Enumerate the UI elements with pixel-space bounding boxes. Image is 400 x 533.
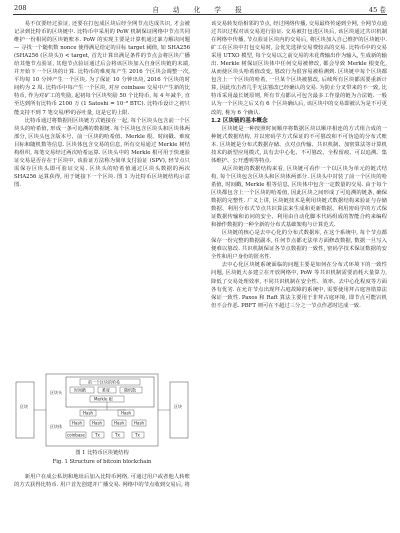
hash-label-r1: Hash bbox=[121, 410, 132, 416]
header-rule bbox=[13, 14, 387, 15]
hash-label-b: Hash bbox=[92, 420, 103, 426]
page-number: 208 bbox=[14, 4, 27, 12]
block-header-label: 区块头 bbox=[50, 390, 62, 395]
left-paragraph-1: 易不仅要经过验证, 还要在打包成区块后经全网节点达成共识, 才会被记录到比特币的区块链中. 比特币中采用的 PoW 机制保证网络中节点共同维护一份相同的区块链账本. PoW 的实现主要是计算机通过暴力解决问题 — 寻找一个随机数 nonce 使得满足给定的目标 target 阈值, 如 SHA256 (SHA256 (区块头)) < target, 首先计算出满足条件的节点会将区块广播给其他节点验证, 其他节点验证通过后会将该区块加入自身区块链的末端, 并开始下一个区块的计算. 比特币的难度每产生 2016 个区块会调整一次, 平均每 10 分钟产生一个区块, 为了保证 10 分钟出块, 2016 个区块的时间约为 2 周. 比特币中每产生一个区块, 对应 coinbase 交易中产生新的比特币, 作为对矿工的奖励, 起初每个区块奖励 50 个比特币, 每 4 年减半, 直至达到所有比特币 2100 万 (1 Satoshi = 10⁻⁸ BTC). 比特币设计之初只能支持不到 7 笔交易/秒的吞吐量, 这是它的上限. bbox=[14, 21, 190, 116]
volume-number: 45 卷 bbox=[368, 6, 386, 14]
coinbase-label: coinbase bbox=[67, 432, 85, 438]
tx-label-1: Tx bbox=[95, 432, 100, 438]
tx-label-2: Tx bbox=[115, 432, 120, 438]
figure-caption-cn: 图 1 比特币区块链结构 bbox=[75, 450, 129, 456]
nonce-label: 随机数 bbox=[124, 387, 136, 393]
figure-1 bbox=[14, 372, 190, 465]
prev-block-box bbox=[16, 382, 34, 438]
blockchain-diagram bbox=[14, 372, 190, 448]
merkle-root-label: Merkle 根 bbox=[94, 396, 113, 402]
timestamp-label: 时间戳 bbox=[74, 387, 86, 393]
hash-label-d: Hash bbox=[134, 420, 145, 426]
hash-label-c: Hash bbox=[114, 420, 125, 426]
difficulty-label: 难度 bbox=[102, 387, 110, 393]
prev-block-label: 区块 bbox=[20, 404, 28, 409]
hash-label-l1: Hash bbox=[83, 410, 94, 416]
right-column bbox=[211, 20, 387, 310]
right-paragraph-3: 从区块链的数据结构来看, 区块链可看作一个以区块为单元的链式结构, 每个区块包含区块头和区块体两部分. 区块头中封装了前一个区块的哈希值, 时间戳, Merkle 根等信息, 区块体中包含一定数量的交易. 由于每个区块都包含上一个区块的哈希值, 因此区块之间形成了可追溯的链条, 确保数据的完整性. 广义上讲, 区块链技术是利用块链式数据结构来验证与存储数据、利用分布式节点共识算法来生成和更新数据、利用密码学的方式保证数据传输和访问的安全、利用由自动化脚本代码组成的智能合约来编程和操作数据的一种全新的分布式基础架构与计算范式. bbox=[211, 165, 387, 229]
figure-caption-en: Fig. 1 Structure of bitcoin blockchain bbox=[52, 459, 152, 465]
next-block-label: 区块 bbox=[174, 404, 182, 409]
left-column bbox=[14, 20, 190, 189]
next-block-box bbox=[170, 382, 188, 438]
left-column-lower bbox=[14, 473, 190, 489]
journal-title: 自 动 化 学 报 bbox=[152, 6, 248, 14]
left-lower-paragraph: 新用户在成公私钥和地址后加入比特币网络, 可通过用户或者他人转账的方式获得比特币. 用户首先创建并广播交易. 网络中的节点收到交易后, 将 bbox=[14, 474, 190, 489]
left-paragraph-2: 比特币通过将数据用区块链方式链接在一起, 每个区块头包含前一个区块头的哈希值, 形成一条可追溯的数据链. 每个区块包含区块头和区块体两部分, 区块头包含版本号、前一区块的哈希值、Merkle 根、时间戳、难度目标和随机数等信息. 区块体包含交易的信息, 所有交易通过 Merkle 树结构组织, 每笔交易经过两次哈希运算. 区块头中的 Merkle 根可用于快速验证交易是否存在于区块中, 该验证方法称为简单支付验证 (SPV), 轻节点只需保存区块头即可验证交易. 区块头的哈希值通过区块头数据的两次 SHA256 运算获得, 用于链接下一个区块. 图 1 为比特币区块链结构示意图. bbox=[14, 117, 190, 188]
prev-hash-label: 前一个区块的哈希 bbox=[88, 379, 120, 385]
page-header bbox=[0, 0, 400, 20]
tx-label-3: Tx bbox=[135, 432, 140, 438]
right-paragraph-1: 该交易转发给相邻的节点, 经过网络传播, 交易最终传递到全网, 全网节点通过共识过程对该交易进行验证. 交易被打包进区块后, 该区块通过共识机制在网络中传播, 节点验证区块内的交易后, 将区块加入自己维护的区块链中. 矿工在区块中打包交易时, 会优先选择交易费较高的交易. 比特币中的交易采用 UTXO 模型, 每个交易以之前交易的未花费输出作为输入, 生成新的输出. Merkle 树保证区块体中任何交易被修改, 都会导致 Merkle 根变化, 从而使区块头哈希值改变, 篡改行为很容易被检测到. 区块链中每个区块都包含上一个区块的哈希, 一旦某个区块被篡改, 后续所有区块都需要重新计算, 因此攻击者几乎无法篡改已经确认的交易. 为防止分叉带来的不一致, 比特币采用最长链原则, 所有节点都认可包含最多工作量的链为合法链. 一般认为一个区块之后又有 6 个区块确认后, 该区块中的交易即被认为是不可更改的, 称为 6 个确认. bbox=[211, 21, 387, 116]
right-paragraph-2: 区块链是一种按照时间顺序将数据区块以顺序相连的方式组合成的一种链式数据结构, 并以密码学方式保证的不可篡改和不可伪造的分布式账本. 区块链是分布式数据存储、点对点传输、共识机制、加密算法等计算机技术的新型应用模式, 具有去中心化、不可篡改、全程留痕、可以追溯、集体维护、公开透明等特点. bbox=[211, 125, 387, 164]
right-paragraph-4: 区块链的核心是去中心化的分布式数据库, 在这个系统中, 每个节点都保存一份完整的数据副本, 任何节点都无法单方面修改数据, 数据一旦写入便难以篡改. 共识机制保证各节点数据的一致性, 密码学技术保证数据的安全性和用户身份的匿名性. bbox=[211, 230, 387, 261]
right-paragraph-5: 去中心化区块链系统面临的问题主要是如何在分布式环境下的一致性问题, 区块链大多建立在开放网络中, PoW 等共识机制需要消耗大量算力, 降低了交易处理效率, 不同共识机制在安全性、效率、去中心化程度等方面各有优劣. 在允许节点出现拜占庭故障的系统中, 需要使用拜占庭容错算法保证一致性. Paxos 和 Raft 算法主要用于非拜占庭环境, 即节点可能宕机但不会作恶. PBFT 则可在不超过三分之一节点作恶时达成一致. bbox=[211, 262, 387, 309]
block-body-label: 区块体 bbox=[50, 424, 62, 429]
hash-label-a: Hash bbox=[72, 420, 83, 426]
section-heading: 1.2 区块链的基本概念 bbox=[211, 117, 268, 124]
